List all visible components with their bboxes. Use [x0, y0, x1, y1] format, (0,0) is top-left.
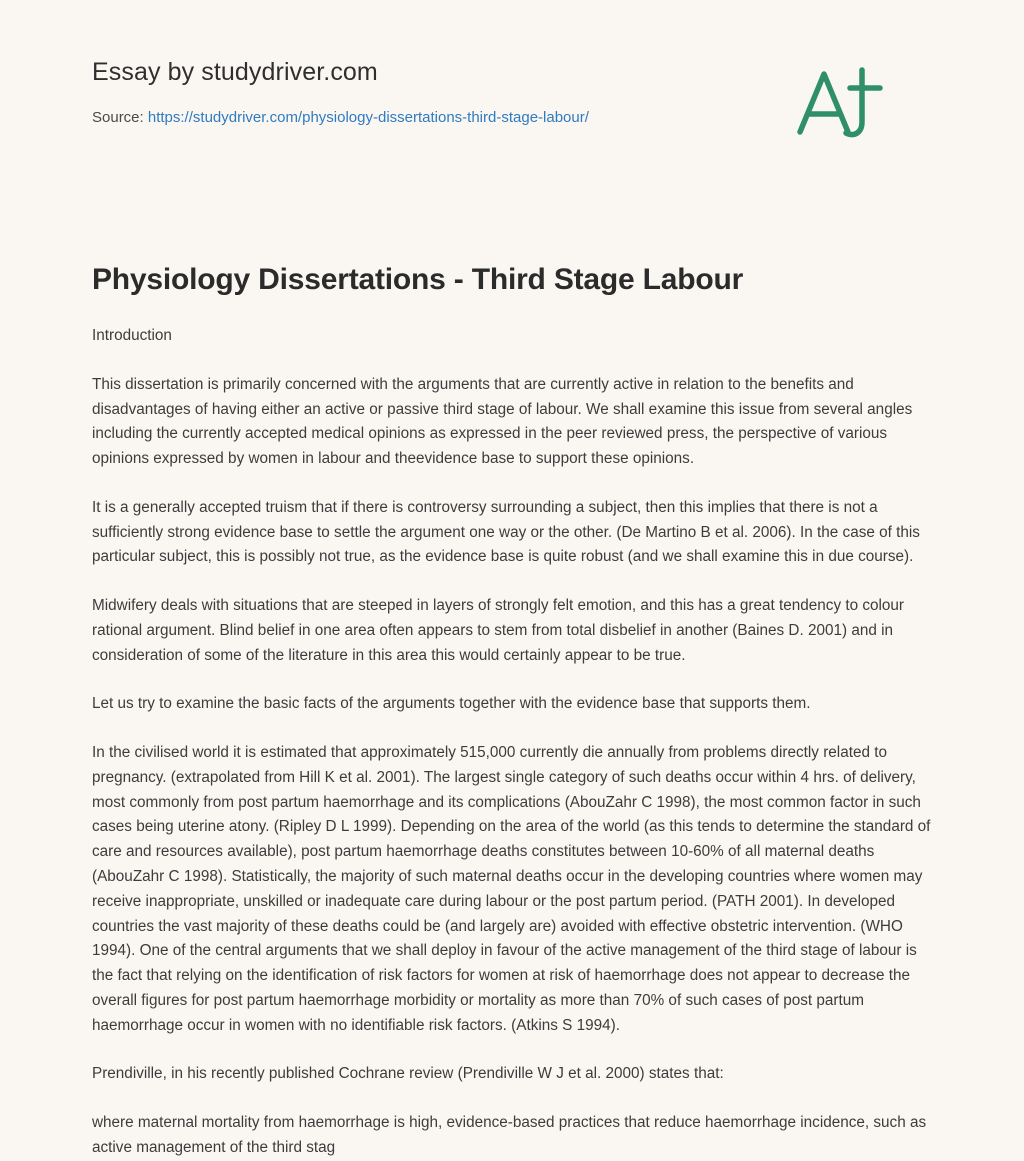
paragraph-6: Prendiville, in his recently published Cochrane review (Prendiville W J et al. 2000) states that: — [92, 1065, 724, 1083]
paragraph-intro-heading: Introduction — [92, 327, 172, 344]
paragraph-7: where maternal mortality from haemorrhage is high, evidence-based practices that reduce haemorrhage incidence, such as active management of the third stag — [92, 1114, 927, 1156]
source-url-link[interactable]: https://studydriver.com/physiology-dissertations-third-stage-labour/ — [147, 109, 589, 126]
brand-name: studydriver.com — [201, 58, 378, 86]
paragraph-3: Midwifery deals with situations that are steeped in layers of strongly felt emotion, and this has a great tendency to colour rational argument. Blind belief in one area often appears to stem from total disbelief in another (Baines D. 2001) and in consideration of some of the literature in this area this would certainly appear to be true. — [92, 597, 905, 664]
paragraph-1: This dissertation is primarily concerned with the arguments that are currently active in relation to the benefits and disadvantages of having either an active or passive third stage of labour. We shall examine this issue from several angles including the currently accepted medical opinions as expressed in the peer reviewed press, the perspective of various opinions expressed by women in labour and theevidence base to support these opinions. — [92, 375, 913, 468]
document-body — [92, 298, 932, 1161]
document-header — [92, 0, 932, 140]
paragraph-5: In the civilised world it is estimated that approximately 515,000 currently die annually from problems directly related to pregnancy. (extrapolated from Hill K et al. 2001). The largest single category of such deaths occur within 4 hrs. of delivery, most commonly from post partum haemorrhage and its complications (AbouZahr C 1998), the most common factor in such cases being uterine atony. (Ripley D L 1999). Depending on the area of the world (as this tends to determine the standard of care and resources available), post partum haemorrhage deaths constitutes between 10-60% of all maternal deaths (AbouZahr C 1998). Statistically, the majority of such maternal deaths occur in the developing countries where women may receive inappropriate, unskilled or inadequate care during labour or the post partum period. (PATH 2001). In developed countries the vast majority of these deaths could be (and largely are) avoided with effective obstetric intervention. (WHO 1994). One of the central arguments that we shall deploy in favour of the active management of the third stage of labour is the fact that relying on the identification of risk factors for women at risk of haemorrhage does not appear to decrease the overall figures for post partum haemorrhage morbidity or mortality as more than 70% of such cases of post partum haemorrhage occur in women with no identifiable risk factors. (Atkins S 1994). — [92, 744, 931, 1034]
studydriver-monogram-logo-icon — [784, 58, 904, 148]
paragraph-4: Let us try to examine the basic facts of the arguments together with the evidence base that supports them. — [92, 695, 811, 713]
source-label: Source: — [92, 109, 148, 126]
paragraph-2: It is a generally accepted truism that if there is controversy surrounding a subject, then this implies that there is not a sufficiently strong evidence base to settle the argument one way or the other. (De Martino B et al. 2006). In the case of this particular subject, this is possibly not true, as the evidence base is quite robust (and we shall examine this in due course). — [92, 498, 920, 566]
page-title: Physiology Dissertations - Third Stage Labour — [92, 263, 744, 296]
essay-by-prefix: Essay by — [92, 58, 202, 86]
